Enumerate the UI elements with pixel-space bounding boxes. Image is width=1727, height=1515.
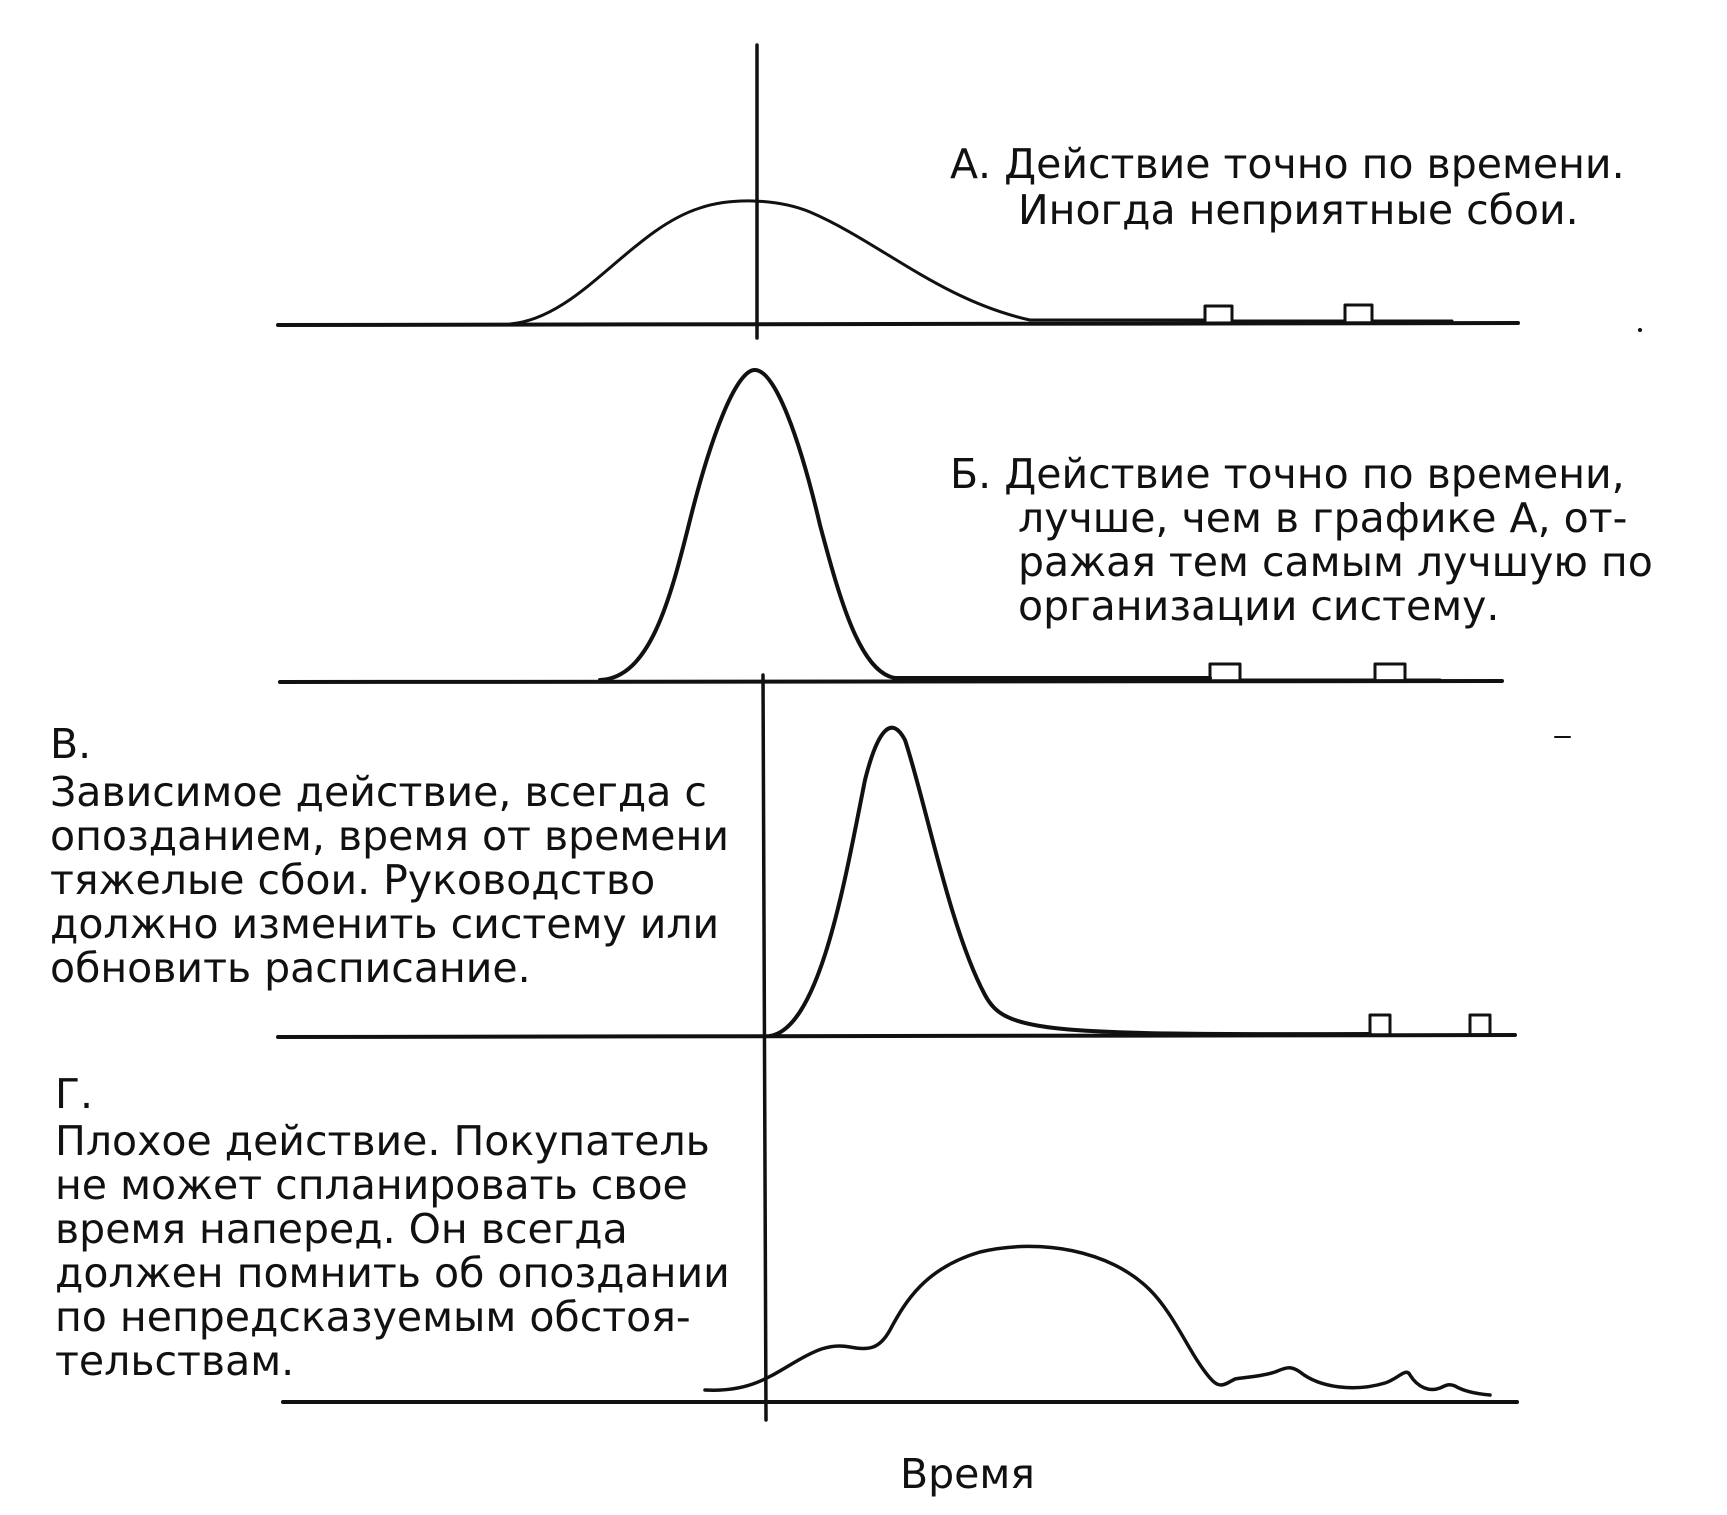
panel-b-caption-line: Б. Действие точно по времени, bbox=[950, 450, 1625, 498]
panel-v-failure-block-2 bbox=[1470, 1015, 1490, 1035]
panel-v-failure-block-1 bbox=[1370, 1015, 1390, 1035]
panel-g-caption-line: время наперед. Он всегда bbox=[55, 1205, 628, 1253]
panel-g-caption bbox=[55, 1070, 730, 1385]
panel-a-caption bbox=[950, 140, 1625, 234]
panel-g-curve bbox=[705, 1246, 1490, 1395]
panel-a-caption-line: А. Действие точно по времени. bbox=[950, 140, 1625, 188]
panel-g-caption-line: по непредсказуемым обстоя- bbox=[55, 1293, 691, 1341]
panel-v-caption-line: опозданием, время от времени bbox=[50, 812, 729, 860]
panel-g-caption-line: Г. bbox=[55, 1070, 94, 1118]
reference-time-line bbox=[757, 45, 766, 1420]
panel-a-failure-block-2 bbox=[1345, 305, 1372, 321]
panel-g-caption-line: не может спланировать свое bbox=[55, 1161, 688, 1209]
panel-a-baseline bbox=[278, 323, 1518, 325]
panel-v-caption bbox=[50, 720, 729, 992]
panel-v-caption-line: обновить расписание. bbox=[50, 944, 531, 992]
panel-g-caption-line: должен помнить об опоздании bbox=[55, 1249, 730, 1297]
panel-b-caption bbox=[950, 450, 1653, 630]
panel-b-caption-line: ражая тем самым лучшую по bbox=[1018, 538, 1653, 586]
panel-b-caption-line: организации систему. bbox=[1018, 582, 1500, 630]
panel-v-caption-line: должно изменить систему или bbox=[50, 900, 720, 948]
panel-v-curve bbox=[770, 728, 1370, 1036]
panel-v-caption-line: Зависимое действие, всегда с bbox=[50, 768, 707, 816]
panel-g-caption-line: Плохое действие. Покупатель bbox=[55, 1117, 710, 1165]
panel-v-caption-line: В. bbox=[50, 720, 92, 768]
print-speck bbox=[1638, 328, 1642, 332]
panel-b-caption-line: лучше, чем в графике А, от- bbox=[1018, 494, 1628, 542]
panel-a-failure-block-1 bbox=[1205, 306, 1232, 321]
panel-a-caption-line: Иногда неприятные сбои. bbox=[1018, 186, 1579, 234]
panel-b-failure-block-2 bbox=[1375, 664, 1405, 680]
panel-g-caption-line: тельствам. bbox=[55, 1337, 295, 1385]
x-axis-label: Время bbox=[900, 1450, 1035, 1498]
panel-b-failure-block-1 bbox=[1210, 664, 1240, 680]
panel-v-caption-line: тяжелые сбои. Руководство bbox=[50, 856, 656, 904]
